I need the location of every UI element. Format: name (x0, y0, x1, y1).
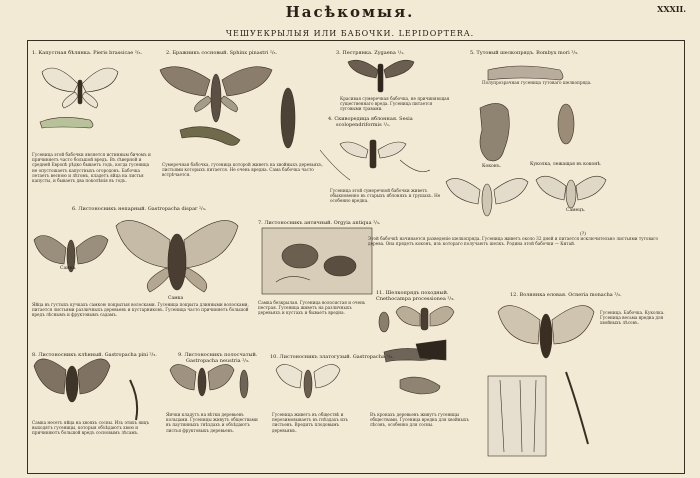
plate-number: XXXII. (657, 4, 686, 14)
page-subtitle: ЧЕШУЕКРЫЛЫЯ ИЛИ БАБОЧКИ. LEPIDOPTERA. (225, 29, 475, 38)
caption-5: 5. Тутовый шелкопрядъ. Bombyx mori ²/₃. (470, 50, 579, 56)
caption-2: 2. Бражникъ сосновый. Sphinx pinastri ²/₃. (166, 50, 278, 56)
burnet-moth-illustration (348, 60, 414, 92)
processionary-moth-illustration (379, 306, 454, 394)
text-block-2: Сумеречная бабочка, гусеница которой живетъ на хвойныхъ деревьяхъ, листьями которыхъ питается. Не очень вредна. Сама бабочка часто встрѣчается. (162, 162, 323, 178)
caption-9: 9. Листоносникъ полосчатый. (178, 352, 258, 358)
brown-tail-moth-illustration (276, 364, 340, 398)
cabbage-white-butterfly-illustration (40, 68, 118, 128)
text-block-13: Гусеница живетъ въ обществѣ и перезимовываетъ въ гнѣздахъ изъ листьевъ. Вредитъ плодовымъ деревьямъ. (272, 412, 348, 433)
text-block-6: Этой бабочкѣ начинается разведеніе шелкопряда. Гусеница живетъ около 32 дней и питается исключительно листьями тутоваго дерева. Она прядетъ коконъ, изъ котораго получаютъ шелкъ. Родина этой бабочки — Китай. (368, 236, 659, 247)
text-block-7: Яйца въ густыхъ кучкахъ самкою покрытыя волосками. Гусеница покрыта длинными волосками, питается листьями различныхъ деревьевъ и кустарниковъ. Гусеница часто причиняетъ большой вредъ лѣснымъ и фруктовымъ садамъ. (32, 302, 249, 318)
caption-1: 1. Капустная бѣлянка. Pieris brassicae ²/₃. (32, 50, 143, 56)
caption-12: 12. Волнянка еловая. Ocneria monacha ²/₃. (510, 292, 622, 298)
label-male-5: Самецъ. (566, 208, 586, 213)
caption-3: 3. Пестрянка. Zygaena ¹/₁. (336, 50, 405, 56)
label-female-6: Самка. (60, 266, 77, 271)
text-block-8: Самка безкрылая. Гусеница волосистая и очень пестрая. Гусеница живетъ на различныхъ деревьяхъ и кустахъ и бываетъ вредна. (258, 300, 366, 316)
caption-11: 11. Шелкопрядъ походный. (376, 290, 449, 296)
caption-4: 4. Скиворедица яблонная. Sesia (328, 116, 413, 122)
text-block-11: Самка несетъ яйца на хвояхъ сосны. Изъ этихъ яицъ выходятъ гусеницы, которыя объѣдаютъ хвою и причиняютъ большой вредъ сосновымъ лѣсамъ. (32, 420, 150, 436)
label-chrysalis: Куколка, лежащая въ коконѣ. (530, 162, 602, 167)
gypsy-moth-illustration (34, 220, 238, 292)
caption-4b: scolopendriformis ¹/₁. (336, 122, 391, 128)
label-cocoon: Коконъ. (482, 164, 502, 169)
caption-10: 10. Листоносникъ златогузый. Gastropacha ²/₃. (270, 354, 394, 360)
text-block-3: Красивая сумеречная бабочка, не причиняющая существеннаго вреда. Гусеница питается луговыми травами. (340, 96, 450, 112)
pine-hawk-moth-illustration (160, 67, 295, 148)
caption-9b: Gastropacha neustria ²/₃. (186, 358, 250, 364)
clearwing-moth-illustration (320, 140, 430, 180)
caption-8: 8. Листоносникъ клѣнный. Gastropacha pini ²/₃. (32, 352, 157, 358)
text-block-9: Въ кронахъ деревьевъ живутъ гусеницы обществами. Гусеница вредна для хвойныхъ лѣсовъ, особенно для сосны. (370, 412, 469, 428)
caption-7: 7. Листоносникъ античный. Orgyia antiqua ²/₃. (258, 220, 381, 226)
text-block-4: Гусеница этой сумеречной бабочки живетъ обыкновенно въ старыхъ яблоняхъ и грушахъ. Не особенно вредна. (330, 188, 441, 204)
label-sign: (?) (580, 232, 586, 237)
text-block-1: Гусеница этой бабочки является истинным бичомъ и причиняетъ часто большой вредъ. Въ сѣверной и средней Европѣ рѣдко бываетъ годъ, когда гусеница не опустошаетъ капустныхъ огородовъ. Бабочка летаетъ весною и лѣтомъ, кладетъ яйца на листья капусты, и бываетъ два поколѣнія въ годъ. (32, 152, 151, 184)
nun-moth-illustration (488, 306, 594, 456)
text-block-5: Полупрозрачная гусеница тутоваго шелкопряда. (482, 80, 592, 85)
caption-6: 6. Листоносникъ непарный. Gastropacha dispar ²/₃. (72, 206, 207, 212)
pine-lappet-moth-illustration (34, 359, 137, 420)
vapourer-moth-illustration (262, 228, 372, 294)
lackey-moth-illustration (170, 364, 248, 398)
caption-11b: Cnethocampa processionea ²/₃. (376, 296, 455, 302)
text-block-12: Яички кладутъ на вѣтки деревьевъ кольцами. Гусеницы живутъ обществами въ паутинныхъ гнѣздахъ и объѣдаютъ листья фруктовыхъ деревьевъ. (166, 412, 258, 433)
text-block-10: Гусеница. Бабочка. Куколка. Гусеница весьма вредна для хвойныхъ лѣсовъ. (600, 310, 665, 326)
page-title: Насѣкомыя. (285, 3, 415, 21)
label-female-6b: Самка (168, 296, 184, 301)
